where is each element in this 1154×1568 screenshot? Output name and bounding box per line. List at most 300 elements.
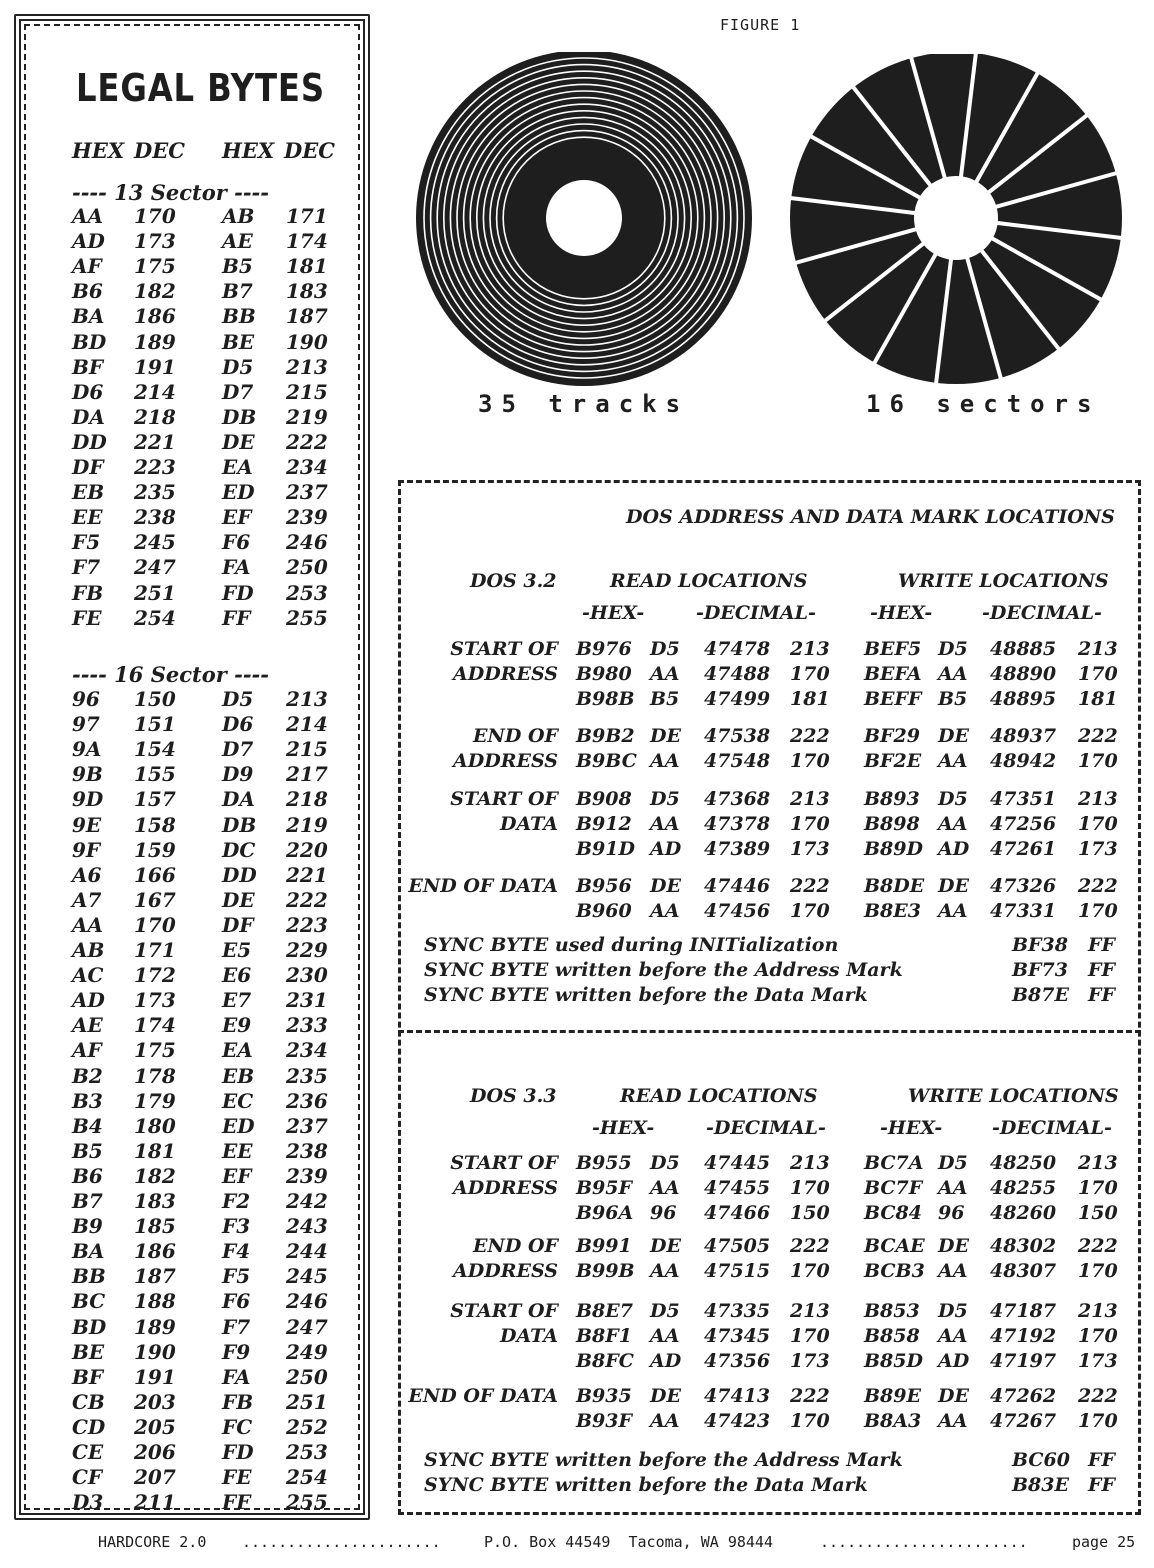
location-cell: B908 xyxy=(576,788,632,810)
table-row xyxy=(398,1152,1141,1177)
group-label: END OF DATA xyxy=(408,1385,558,1407)
hex-cell: B6 xyxy=(72,279,103,304)
location-cell: B991 xyxy=(576,1235,632,1257)
table-row xyxy=(398,788,1141,813)
dec-cell: 251 xyxy=(134,580,176,605)
dec-cell: 170 xyxy=(134,204,176,228)
dec-cell: 189 xyxy=(134,329,176,354)
location-cell: 47548 xyxy=(704,750,771,772)
location-cell: 47197 xyxy=(990,1350,1057,1372)
decimal-subheader: -DECIMAL- xyxy=(992,1117,1112,1139)
location-cell: B956 xyxy=(576,875,632,897)
table-row xyxy=(398,875,1141,900)
table-row xyxy=(398,1300,1141,1325)
location-cell: AA xyxy=(938,900,968,922)
location-cell: B893 xyxy=(864,788,920,810)
dec-cell: 185 xyxy=(134,1214,176,1239)
dec-cell: 189 xyxy=(134,1314,176,1339)
location-cell: 47262 xyxy=(990,1385,1057,1407)
hex-cell: FF xyxy=(222,605,251,630)
location-cell: 170 xyxy=(790,663,830,685)
location-cell: AA xyxy=(938,663,968,685)
hex-cell: DD xyxy=(222,862,257,887)
sync-description: SYNC BYTE written before the Address Mark xyxy=(424,1449,903,1471)
hex-cell: DD xyxy=(72,429,107,454)
hex-cell: BC xyxy=(72,1289,106,1314)
location-cell: 222 xyxy=(1078,1385,1118,1407)
sync-description: SYNC BYTE written before the Data Mark xyxy=(424,1474,868,1496)
hex-subheader: -HEX- xyxy=(880,1117,943,1139)
location-cell: AA xyxy=(650,1177,680,1199)
dec-cell: 211 xyxy=(134,1490,176,1515)
hex-cell: EE xyxy=(72,505,103,530)
table-row xyxy=(398,750,1141,775)
location-cell: 48885 xyxy=(990,638,1057,660)
location-cell: 47187 xyxy=(990,1300,1057,1322)
dec-cell: 158 xyxy=(134,812,176,837)
location-cell: D5 xyxy=(650,638,680,660)
location-cell: B8E7 xyxy=(576,1300,633,1322)
group-label: END OF DATA xyxy=(408,875,558,897)
location-cell: 47445 xyxy=(704,1152,771,1174)
dec-cell: 181 xyxy=(134,1138,176,1163)
group-label: START OF xyxy=(450,638,558,660)
dec-cell: 178 xyxy=(134,1063,176,1088)
sync-address: B87E xyxy=(1012,984,1069,1006)
disk-center-hole xyxy=(914,176,998,260)
sync-description: SYNC BYTE written before the Data Mark xyxy=(424,984,868,1006)
location-cell: AA xyxy=(938,1177,968,1199)
sync-address: BF38 xyxy=(1012,934,1068,956)
group-label: END OF xyxy=(473,725,558,747)
table-row xyxy=(398,1260,1141,1285)
hex-cell: EC xyxy=(222,1088,254,1113)
location-cell: AD xyxy=(650,1350,682,1372)
dec-cell: 175 xyxy=(134,1038,176,1063)
hex-cell: FA xyxy=(222,555,251,580)
hex-cell: CE xyxy=(72,1440,104,1464)
hex-cell: F7 xyxy=(72,555,101,580)
footer-magazine: HARDCORE 2.0 xyxy=(98,1533,207,1551)
dec-cell: 181 xyxy=(286,254,328,279)
hex-cell: 96 xyxy=(72,687,100,711)
location-cell: B99B xyxy=(576,1260,635,1282)
dec-cell: 186 xyxy=(134,1239,176,1264)
dec-cell: 221 xyxy=(286,862,328,887)
location-cell: D5 xyxy=(938,638,968,660)
location-cell: BC7F xyxy=(864,1177,923,1199)
footer-leader: ....................... xyxy=(820,1533,1028,1551)
dec-cell: 220 xyxy=(286,837,328,862)
dec-cell: 174 xyxy=(286,229,328,254)
table-row xyxy=(398,1202,1141,1227)
hex-cell: B2 xyxy=(72,1063,103,1088)
location-cell: 170 xyxy=(790,1410,830,1432)
footer-address: P.O. Box 44549 Tacoma, WA 98444 xyxy=(484,1533,773,1551)
hex-cell: B4 xyxy=(72,1113,103,1138)
hex-subheader: -HEX- xyxy=(582,602,645,624)
hex-cell: AB xyxy=(72,938,105,962)
location-cell: DE xyxy=(938,725,969,747)
location-cell: 48942 xyxy=(990,750,1057,772)
location-cell: DE xyxy=(650,725,681,747)
legal-bytes-box xyxy=(14,14,370,1520)
location-cell: 170 xyxy=(1078,1177,1118,1199)
location-cell: 47345 xyxy=(704,1325,771,1347)
hex-cell: D3 xyxy=(72,1490,104,1515)
hex-cell: B5 xyxy=(72,1138,103,1163)
location-cell: 48895 xyxy=(990,688,1057,710)
hex-cell: BA xyxy=(72,1239,105,1264)
hex-cell: DE xyxy=(222,887,255,912)
dos-table-title: DOS ADDRESS AND DATA MARK LOCATIONS xyxy=(626,506,1115,528)
dec-cell: 213 xyxy=(286,354,328,379)
location-cell: 213 xyxy=(790,1152,830,1174)
hex-cell: E5 xyxy=(222,938,252,962)
location-cell: 47478 xyxy=(704,638,771,660)
hex-cell: B9 xyxy=(72,1214,103,1239)
dec-cell: 238 xyxy=(286,1138,328,1163)
location-cell: 173 xyxy=(790,1350,830,1372)
sync-byte-row xyxy=(398,1449,1141,1474)
dec-cell: 175 xyxy=(134,254,176,279)
dec-cell: 154 xyxy=(134,737,176,762)
location-cell: B858 xyxy=(864,1325,920,1347)
hex-cell: DF xyxy=(72,455,104,479)
hex-cell: BD xyxy=(72,329,107,354)
location-cell: AA xyxy=(650,1260,680,1282)
dec-cell: 244 xyxy=(286,1239,328,1264)
location-cell: DE xyxy=(650,1385,681,1407)
location-cell: BEFA xyxy=(864,663,922,685)
group-label: END OF xyxy=(473,1235,558,1257)
group-label: ADDRESS xyxy=(453,663,558,685)
location-cell: DE xyxy=(650,875,681,897)
location-cell: B89E xyxy=(864,1385,921,1407)
hex-cell: FC xyxy=(222,1414,253,1439)
hex-cell: D5 xyxy=(222,687,254,711)
dec-cell: 187 xyxy=(134,1264,176,1289)
hex-cell: D5 xyxy=(222,354,254,379)
footer-page-number: page 25 xyxy=(1072,1533,1136,1551)
sync-description: SYNC BYTE used during INITialization xyxy=(424,934,839,956)
location-cell: D5 xyxy=(650,1152,680,1174)
location-cell: B89D xyxy=(864,838,923,860)
location-cell: 213 xyxy=(1078,1300,1118,1322)
hex-cell: F9 xyxy=(222,1339,251,1364)
hex-cell: DA xyxy=(72,404,105,429)
sync-byte-row xyxy=(398,934,1141,959)
table-row xyxy=(398,663,1141,688)
location-cell: 170 xyxy=(790,813,830,835)
sector16-label: ---- 16 Sector ---- xyxy=(72,662,269,687)
dec-cell: 255 xyxy=(286,1490,328,1515)
hex-cell: DB xyxy=(222,812,257,837)
hex-cell: A6 xyxy=(72,862,102,887)
location-cell: B98B xyxy=(576,688,635,710)
location-cell: 47456 xyxy=(704,900,771,922)
dec-cell: 250 xyxy=(286,1364,328,1389)
dec-cell: 206 xyxy=(134,1440,176,1464)
location-cell: 170 xyxy=(1078,663,1118,685)
dec-cell: 239 xyxy=(286,505,328,530)
dos-locations-box xyxy=(398,480,1141,1515)
location-cell: 47326 xyxy=(990,875,1057,897)
hex-cell: AA xyxy=(72,912,104,937)
dec-cell: 218 xyxy=(134,404,176,429)
hex-cell: F6 xyxy=(222,530,251,555)
location-cell: B898 xyxy=(864,813,920,835)
location-cell: 48890 xyxy=(990,663,1057,685)
location-cell: D5 xyxy=(938,1152,968,1174)
location-cell: D5 xyxy=(650,1300,680,1322)
table-row xyxy=(398,688,1141,713)
table-row xyxy=(398,1385,1141,1410)
location-cell: 47267 xyxy=(990,1410,1057,1432)
location-cell: AA xyxy=(938,1410,968,1432)
dec-cell: 183 xyxy=(286,279,328,304)
hex-cell: F3 xyxy=(222,1214,251,1239)
dec-cell: 179 xyxy=(134,1088,176,1113)
footer-leader: ...................... xyxy=(242,1533,441,1551)
location-cell: B853 xyxy=(864,1300,920,1322)
location-cell: 47351 xyxy=(990,788,1057,810)
location-cell: B93F xyxy=(576,1410,632,1432)
location-cell: 170 xyxy=(1078,1260,1118,1282)
dec-cell: 166 xyxy=(134,862,176,887)
figure-label: FIGURE 1 xyxy=(720,16,801,34)
hex-cell: F5 xyxy=(72,530,101,555)
group-label: START OF xyxy=(450,1152,558,1174)
hex-cell: BB xyxy=(222,304,256,329)
dec-cell: 218 xyxy=(286,787,328,812)
location-cell: 48937 xyxy=(990,725,1057,747)
dec-cell: 214 xyxy=(134,379,176,404)
location-cell: 47356 xyxy=(704,1350,771,1372)
dec-cell: 173 xyxy=(134,229,176,254)
hex-cell: DE xyxy=(222,429,255,454)
hex-cell: BD xyxy=(72,1314,107,1339)
dec-cell: 230 xyxy=(286,963,328,988)
hex-cell: BA xyxy=(72,304,105,329)
location-cell: 222 xyxy=(1078,875,1118,897)
dec-cell: 191 xyxy=(134,1364,176,1389)
dec-cell: 253 xyxy=(286,1440,328,1464)
location-cell: 47488 xyxy=(704,663,771,685)
disk-center-hole xyxy=(546,180,622,256)
dec-cell: 246 xyxy=(286,530,328,555)
location-cell: D5 xyxy=(938,1300,968,1322)
dec-cell: 235 xyxy=(134,480,176,505)
hex-cell: FD xyxy=(222,580,254,605)
hex-cell: 9D xyxy=(72,787,104,812)
location-cell: AA xyxy=(938,1260,968,1282)
hex-subheader: -HEX- xyxy=(870,602,933,624)
hex-cell: EF xyxy=(222,1163,252,1188)
dec-cell: 213 xyxy=(286,687,328,711)
location-cell: 222 xyxy=(1078,725,1118,747)
location-cell: 170 xyxy=(790,900,830,922)
location-cell: B912 xyxy=(576,813,632,835)
hex-cell: F7 xyxy=(222,1314,251,1339)
dec-cell: 245 xyxy=(134,530,176,555)
dec-cell: 236 xyxy=(286,1088,328,1113)
location-cell: B8E3 xyxy=(864,900,921,922)
location-cell: DE xyxy=(938,875,969,897)
location-cell: 47331 xyxy=(990,900,1057,922)
dec-cell: 207 xyxy=(134,1465,176,1490)
dec-cell: 155 xyxy=(134,762,176,787)
location-cell: 47538 xyxy=(704,725,771,747)
dec-cell: 173 xyxy=(134,988,176,1013)
location-cell: 47515 xyxy=(704,1260,771,1282)
dec-cell: 172 xyxy=(134,963,176,988)
location-cell: DE xyxy=(938,1235,969,1257)
location-cell: 47389 xyxy=(704,838,771,860)
location-cell: D5 xyxy=(650,788,680,810)
location-cell: BF2E xyxy=(864,750,922,772)
location-cell: 170 xyxy=(790,1177,830,1199)
tracks-caption: 35 tracks xyxy=(478,390,690,418)
decimal-subheader: -DECIMAL- xyxy=(696,602,816,624)
dec-cell: 214 xyxy=(286,712,328,737)
decimal-subheader: -DECIMAL- xyxy=(706,1117,826,1139)
location-cell: 222 xyxy=(790,1385,830,1407)
location-cell: 47192 xyxy=(990,1325,1057,1347)
hex-cell: AF xyxy=(72,1038,102,1063)
location-cell: 170 xyxy=(1078,1325,1118,1347)
location-cell: 47378 xyxy=(704,813,771,835)
hex-cell: AD xyxy=(72,229,105,254)
hex-cell: AC xyxy=(72,963,104,988)
location-cell: AD xyxy=(938,1350,970,1372)
dec-cell: 235 xyxy=(286,1063,328,1088)
hex-cell: DA xyxy=(222,787,255,812)
dec-cell: 238 xyxy=(134,505,176,530)
location-cell: 170 xyxy=(1078,813,1118,835)
location-cell: 47335 xyxy=(704,1300,771,1322)
dec-cell: 251 xyxy=(286,1389,328,1414)
dec-cell: 247 xyxy=(286,1314,328,1339)
dec-cell: 249 xyxy=(286,1339,328,1364)
sync-address: BF73 xyxy=(1012,959,1068,981)
dec-cell: 223 xyxy=(286,912,328,937)
dec-cell: 254 xyxy=(286,1465,328,1490)
dec-cell: 170 xyxy=(134,912,176,937)
location-cell: 150 xyxy=(1078,1202,1118,1224)
hex-cell: D9 xyxy=(222,762,254,787)
sync-value: FF xyxy=(1088,1474,1115,1496)
dec-cell: 150 xyxy=(134,687,176,711)
location-cell: B96A xyxy=(576,1202,634,1224)
hex-cell: F4 xyxy=(222,1239,251,1264)
location-cell: DE xyxy=(938,1385,969,1407)
hex-cell: AB xyxy=(222,204,255,228)
dec-cell: 254 xyxy=(134,605,176,630)
table-row xyxy=(398,725,1141,750)
location-cell: 47368 xyxy=(704,788,771,810)
location-cell: 170 xyxy=(790,1260,830,1282)
location-cell: 47261 xyxy=(990,838,1057,860)
dec-cell: 247 xyxy=(134,555,176,580)
location-cell: BC7A xyxy=(864,1152,924,1174)
table-row xyxy=(398,838,1141,863)
dec-cell: 203 xyxy=(134,1389,176,1414)
dec-cell: 190 xyxy=(286,329,328,354)
location-cell: 48250 xyxy=(990,1152,1057,1174)
location-cell: 96 xyxy=(650,1202,677,1224)
sync-value: FF xyxy=(1088,1449,1115,1471)
hex-cell: EA xyxy=(222,1038,253,1063)
hex-cell: 97 xyxy=(72,712,100,737)
location-cell: 173 xyxy=(1078,838,1118,860)
location-cell: B8DE xyxy=(864,875,925,897)
location-cell: BEF5 xyxy=(864,638,922,660)
dec-cell: 188 xyxy=(134,1289,176,1314)
dec-cell: 252 xyxy=(286,1414,328,1439)
location-cell: BCB3 xyxy=(864,1260,925,1282)
decimal-subheader: -DECIMAL- xyxy=(982,602,1102,624)
hex-cell: FA xyxy=(222,1364,251,1389)
page-footer xyxy=(0,1533,1154,1557)
location-cell: 213 xyxy=(790,788,830,810)
dec-cell: 219 xyxy=(286,812,328,837)
location-cell: 47446 xyxy=(704,875,771,897)
location-cell: 170 xyxy=(790,1325,830,1347)
hex-cell: D7 xyxy=(222,737,254,762)
dec-cell: 222 xyxy=(286,429,328,454)
hex-cell: BB xyxy=(72,1264,106,1289)
dec-cell: 255 xyxy=(286,605,328,630)
dec-cell: 151 xyxy=(134,712,176,737)
location-cell: 48307 xyxy=(990,1260,1057,1282)
sync-value: FF xyxy=(1088,984,1115,1006)
location-cell: 150 xyxy=(790,1202,830,1224)
hex-cell: FB xyxy=(222,1389,254,1414)
location-cell: B9BC xyxy=(576,750,637,772)
hex-cell: BE xyxy=(72,1339,105,1364)
location-cell: 222 xyxy=(1078,1235,1118,1257)
location-cell: BCAE xyxy=(864,1235,925,1257)
dec-cell: 180 xyxy=(134,1113,176,1138)
dec-cell: 250 xyxy=(286,555,328,580)
table-row xyxy=(398,1410,1141,1435)
dec-cell: 221 xyxy=(134,429,176,454)
sync-value: FF xyxy=(1088,934,1115,956)
hex-cell: F2 xyxy=(222,1189,251,1213)
hex-cell: ED xyxy=(222,480,255,505)
hex-cell: B3 xyxy=(72,1088,103,1113)
dos-version: DOS 3.3 xyxy=(470,1085,557,1107)
dec-cell: 182 xyxy=(134,279,176,304)
hex-cell: AE xyxy=(72,1013,103,1038)
hex-cell: D6 xyxy=(72,379,104,404)
location-cell: AA xyxy=(938,1325,968,1347)
location-cell: AA xyxy=(650,750,680,772)
location-cell: 213 xyxy=(790,638,830,660)
location-cell: 47413 xyxy=(704,1385,771,1407)
hex-cell: B7 xyxy=(72,1189,103,1213)
location-cell: 213 xyxy=(790,1300,830,1322)
location-cell: AD xyxy=(938,838,970,860)
location-cell: 47256 xyxy=(990,813,1057,835)
group-label: DATA xyxy=(499,813,558,835)
hex-cell: BE xyxy=(222,329,255,354)
dec-cell: 191 xyxy=(134,354,176,379)
dec-cell: 234 xyxy=(286,1038,328,1063)
location-cell: B9B2 xyxy=(576,725,635,747)
sync-address: B83E xyxy=(1012,1474,1069,1496)
